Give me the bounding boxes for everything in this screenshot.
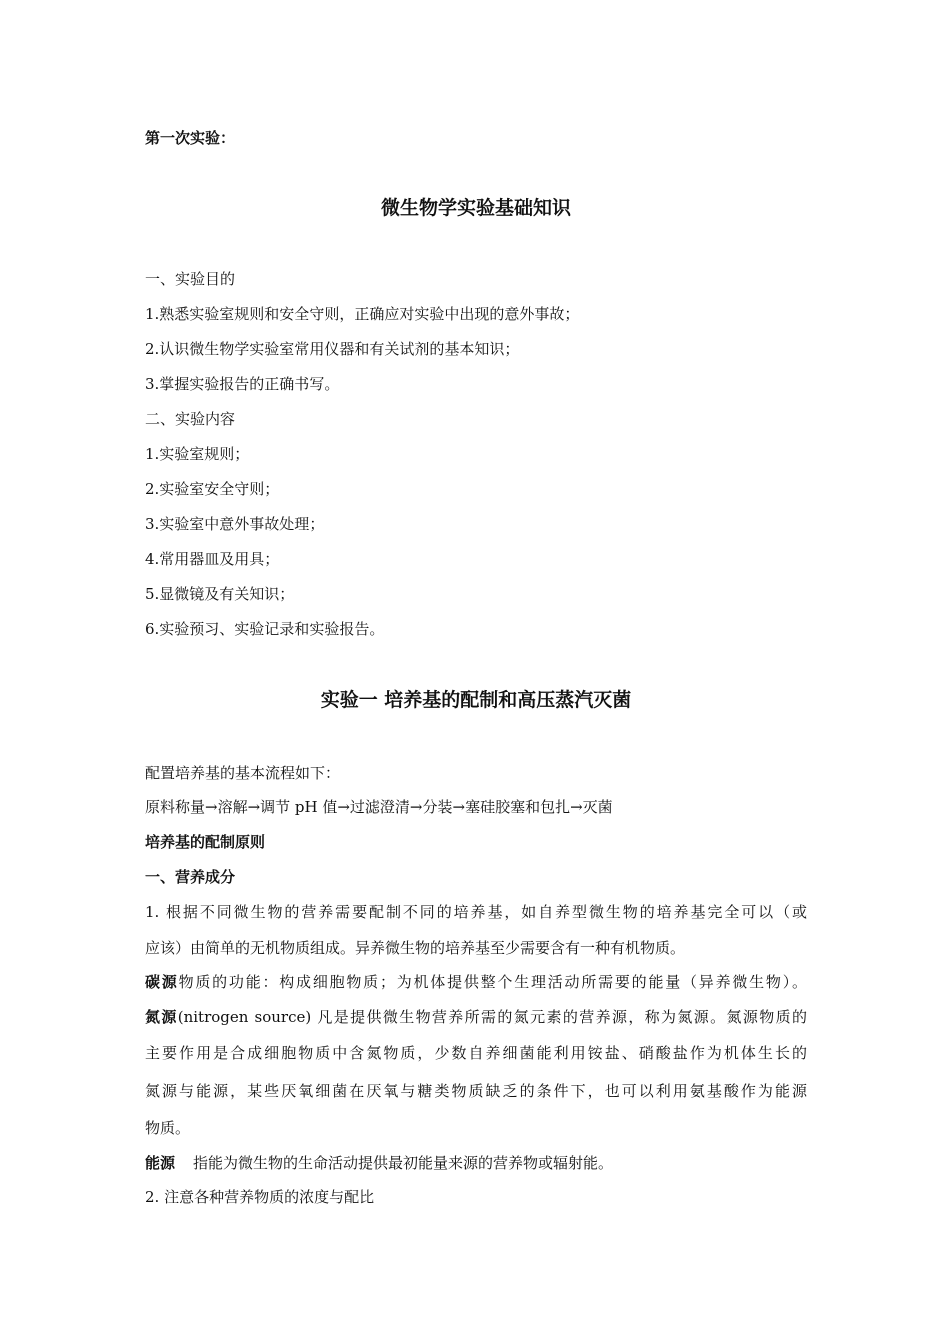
carbon-label: 碳源 — [145, 973, 179, 991]
objective-item: 2.认识微生物学实验室常用仪器和有关试剂的基本知识； — [145, 340, 520, 358]
section-title-basics: 微生物学实验基础知识 — [380, 197, 571, 219]
flow-intro: 配置培养基的基本流程如下： — [145, 764, 341, 782]
objective-item: 1.熟悉实验室规则和安全守则，正确应对实验中出现的意外事故； — [145, 305, 580, 323]
content-item: 6.实验预习、实验记录和实验报告。 — [145, 620, 385, 638]
nitrogen-label: 氮源 — [145, 1008, 178, 1026]
content-item: 2.实验室安全守则； — [145, 480, 280, 498]
nitrogen-paragraph — [145, 1007, 807, 1027]
paragraph-line: 应该）由简单的无机物质组成。异养微生物的培养基至少需要含有一种有机物质。 — [145, 939, 686, 957]
nutrient-heading: 一、营养成分 — [145, 868, 236, 886]
paragraph-line: 主要作用是合成细胞物质中含氮物质，少数自养细菌能利用铵盐、硝酸盐作为机体生长的 — [145, 1044, 807, 1062]
principle-heading: 培养基的配制原则 — [145, 833, 266, 851]
content-item: 4.常用器皿及用具； — [145, 550, 280, 568]
energy-text: 指能为微生物的生命活动提供最初能量来源的营养物或辐射能。 — [193, 1154, 614, 1172]
content-heading: 二、实验内容 — [145, 410, 236, 428]
paragraph-line: 氮源与能源，某些厌氧细菌在厌氧与糖类物质缺乏的条件下，也可以利用氨基酸作为能源 — [145, 1082, 807, 1100]
content-item: 1.实验室规则； — [145, 445, 250, 463]
paragraph-line: 物质。 — [145, 1119, 191, 1137]
carbon-paragraph — [145, 972, 807, 992]
objective-item: 3.掌握实验报告的正确书写。 — [145, 375, 340, 393]
content-item: 5.显微镜及有关知识； — [145, 585, 295, 603]
section-title-experiment-one: 实验一 培养基的配制和高压蒸汽灭菌 — [320, 689, 632, 711]
carbon-text: 物质的功能：构成细胞物质；为机体提供整个生理活动所需要的能量（异养微生物）。 — [178, 973, 807, 991]
content-item: 3.实验室中意外事故处理； — [145, 515, 325, 533]
flow-steps: 原料称量→溶解→调节 pH 值→过滤澄清→分装→塞硅胶塞和包扎→灭菌 — [145, 798, 613, 816]
session-header: 第一次实验： — [145, 129, 236, 147]
nitrogen-text: (nitrogen source) 凡是提供微生物营养所需的氮元素的营养源，称为氮源。氮源物质的 — [177, 1008, 807, 1026]
energy-label: 能源 — [145, 1154, 176, 1172]
paragraph-line: 1. 根据不同微生物的营养需要配制不同的培养基，如自养型微生物的培养基完全可以（或 — [145, 903, 807, 921]
energy-paragraph — [145, 1153, 613, 1173]
objective-heading: 一、实验目的 — [145, 270, 236, 288]
paragraph-line: 2. 注意各种营养物质的浓度与配比 — [145, 1188, 375, 1206]
